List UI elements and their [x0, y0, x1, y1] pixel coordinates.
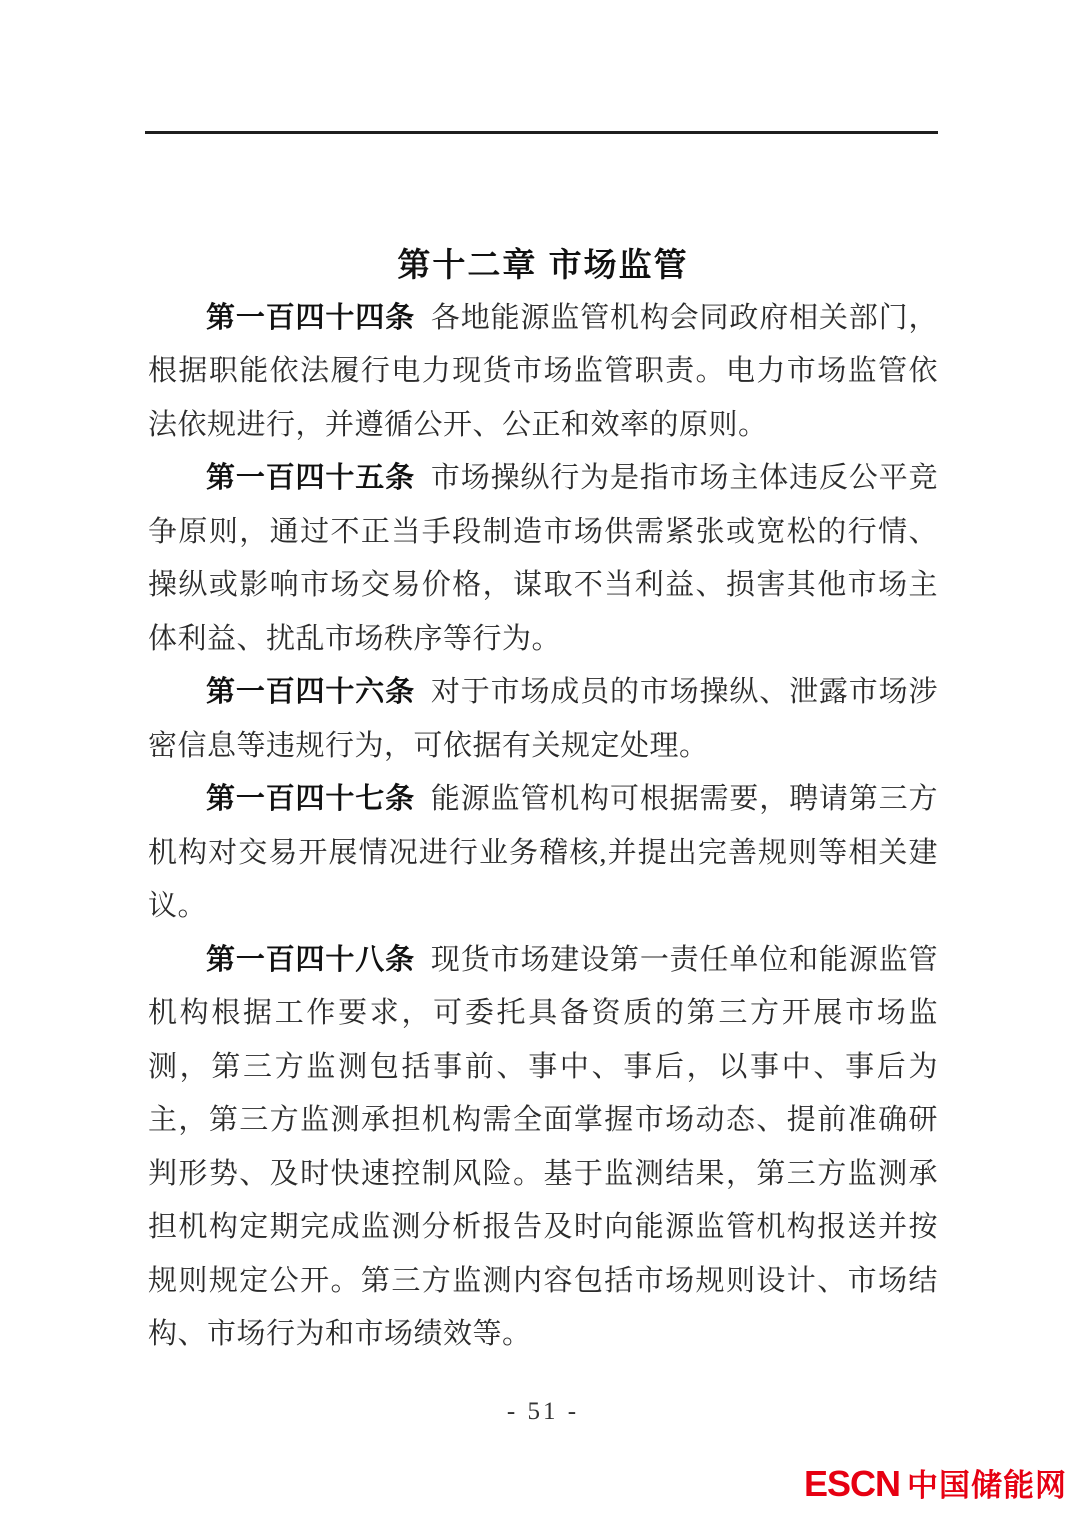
article-paragraph-146	[148, 666, 938, 773]
article-paragraph-144	[148, 292, 938, 453]
article-paragraph-147	[148, 773, 938, 934]
article-text-146: 对于市场成员的市场操纵、泄露市场涉密信息等违规行为，可依据有关规定处理。	[148, 676, 938, 762]
page-content	[148, 238, 938, 1362]
header-rule	[145, 131, 938, 134]
article-text-147: 能源监管机构可根据需要，聘请第三方机构对交易开展情况进行业务稽核,并提出完善规则等相关建议。	[148, 783, 938, 922]
escn-logo-sitename: 中国储能网	[907, 1468, 1067, 1503]
article-label-144: 第一百四十四条	[206, 301, 415, 334]
escn-logo	[803, 1463, 1067, 1504]
article-label-148: 第一百四十八条	[206, 943, 415, 976]
page-number: - 51 -	[506, 1398, 580, 1425]
article-text-145: 市场操纵行为是指市场主体违反公平竞争原则，通过不正当手段制造市场供需紧张或宽松的行情、操纵或影响市场交易价格，谋取不当利益、损害其他市场主体利益、扰乱市场秩序等行为。	[148, 462, 938, 655]
article-text-148: 现货市场建设第一责任单位和能源监管机构根据工作要求，可委托具备资质的第三方开展市场监测，第三方监测包括事前、事中、事后，以事中、事后为主，第三方监测承担机构需全面掌握市场动态、提前准确研判形势、及时快速控制风险。基于监测结果，第三方监测承担机构定期完成监测分析报告及时向能源监管机构报送并按规则规定公开。第三方监测内容包括市场规则设计、市场结构、市场行为和市场绩效等。	[148, 943, 938, 1350]
article-text-144: 各地能源监管机构会同政府相关部门，根据职能依法履行电力现货市场监管职责。电力市场监管依法依规进行，并遵循公开、公正和效率的原则。	[148, 301, 938, 441]
chapter-title: 第十二章 市场监管	[397, 246, 689, 283]
article-paragraph-145	[148, 452, 938, 666]
article-label-145: 第一百四十五条	[206, 462, 415, 494]
escn-logo-brand: ESCN	[803, 1463, 900, 1504]
article-label-146: 第一百四十六条	[206, 676, 415, 708]
article-label-147: 第一百四十七条	[206, 783, 415, 815]
article-paragraph-148	[148, 934, 938, 1362]
